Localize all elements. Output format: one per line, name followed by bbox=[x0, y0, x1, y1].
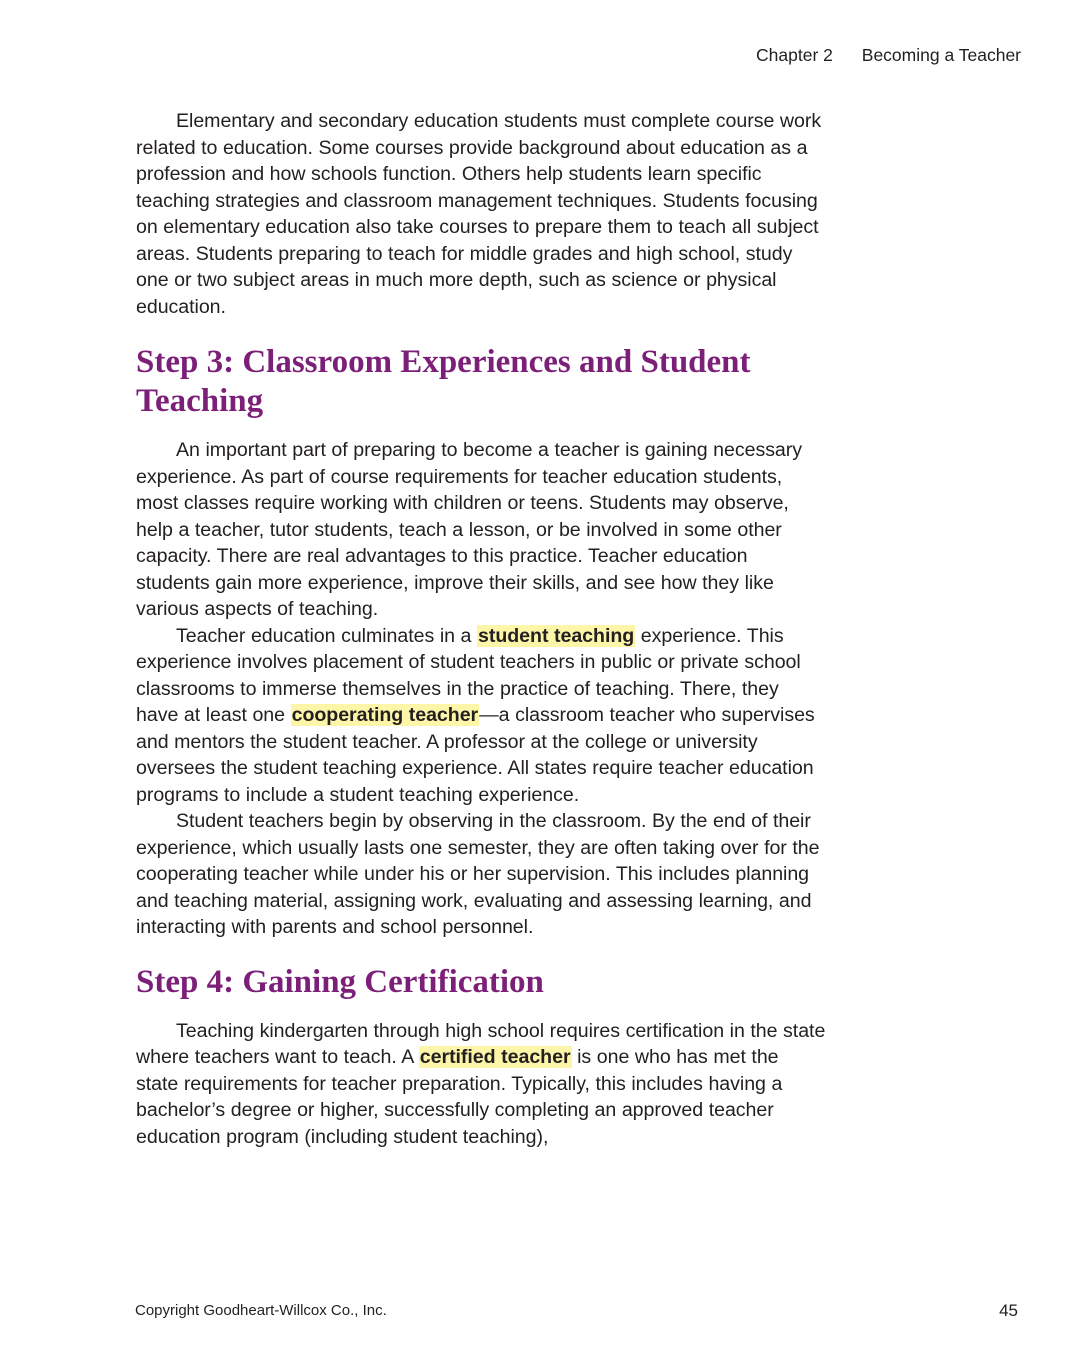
step4-paragraph-1 bbox=[136, 1018, 826, 1151]
text-run: Teacher education culminates in a bbox=[176, 624, 478, 647]
chapter-title: Becoming a Teacher bbox=[861, 45, 1021, 65]
step4-heading: Step 4: Gaining Certification bbox=[136, 963, 544, 1000]
text-run: is one who has met the state requirements for teacher preparation. Typically, this includes having a bachelor’s degree or higher, successfully completing an approved teacher education program (including student teaching), bbox=[136, 1046, 783, 1148]
key-term-certified-teacher: certified teacher bbox=[419, 1046, 571, 1068]
key-term-student-teaching: student teaching bbox=[478, 624, 635, 647]
copyright-notice: Copyright Goodheart-Willcox Co., Inc. bbox=[135, 1302, 387, 1319]
step3-paragraph-1: An important part of preparing to become a teacher is gaining necessary experience. As part of course requirements for teacher education students, most classes require working with children or teens. Students may observe, help a teacher, tutor students, teach a lesson, or be involved in some other capacity. There are real advantages to this practice. Teacher education students gain more experience, improve their skills, and see how they like various aspects of teaching. bbox=[136, 439, 803, 620]
step3-paragraph-3: Student teachers begin by observing in the classroom. By the end of their experience, which usually lasts one semester, they are often taking over for the cooperating teacher while under his or her supervision. This includes planning and teaching material, assigning work, evaluating and assessing learning, and interacting with parents and school personnel. bbox=[136, 810, 820, 938]
key-term-cooperating-teacher: cooperating teacher bbox=[291, 704, 479, 726]
step3-heading: Step 3: Classroom Experiences and Student Teaching bbox=[136, 344, 751, 419]
step3-paragraph-2 bbox=[136, 623, 826, 809]
page-number: 45 bbox=[999, 1301, 1018, 1320]
text-run: Teaching kindergarten through high school requires certification in the state where teachers want to teach. A bbox=[136, 1019, 826, 1068]
running-head bbox=[756, 45, 1021, 66]
text-run: experience. This experience involves placement of student teachers in public or private school classrooms to immerse themselves in the practice of teaching. There, they have at least one bbox=[136, 624, 801, 726]
chapter-label: Chapter 2 bbox=[756, 45, 833, 65]
intro-paragraph: Elementary and secondary education students must complete course work related to education. Some courses provide background about education as a profession and how schools function. Others help students learn specific teaching strategies and classroom management techniques. Students focusing on elementary education also take courses to prepare them to teach all subject areas. Students preparing to teach for middle grades and high school, study one or two subject areas in much more depth, such as science or physical education. bbox=[136, 110, 822, 318]
text-run: —a classroom teacher who supervises and mentors the student teacher. A professor at the college or university oversees the student teaching experience. All states require teacher education programs to include a student teaching experience. bbox=[136, 704, 815, 806]
page-content bbox=[136, 108, 826, 1150]
